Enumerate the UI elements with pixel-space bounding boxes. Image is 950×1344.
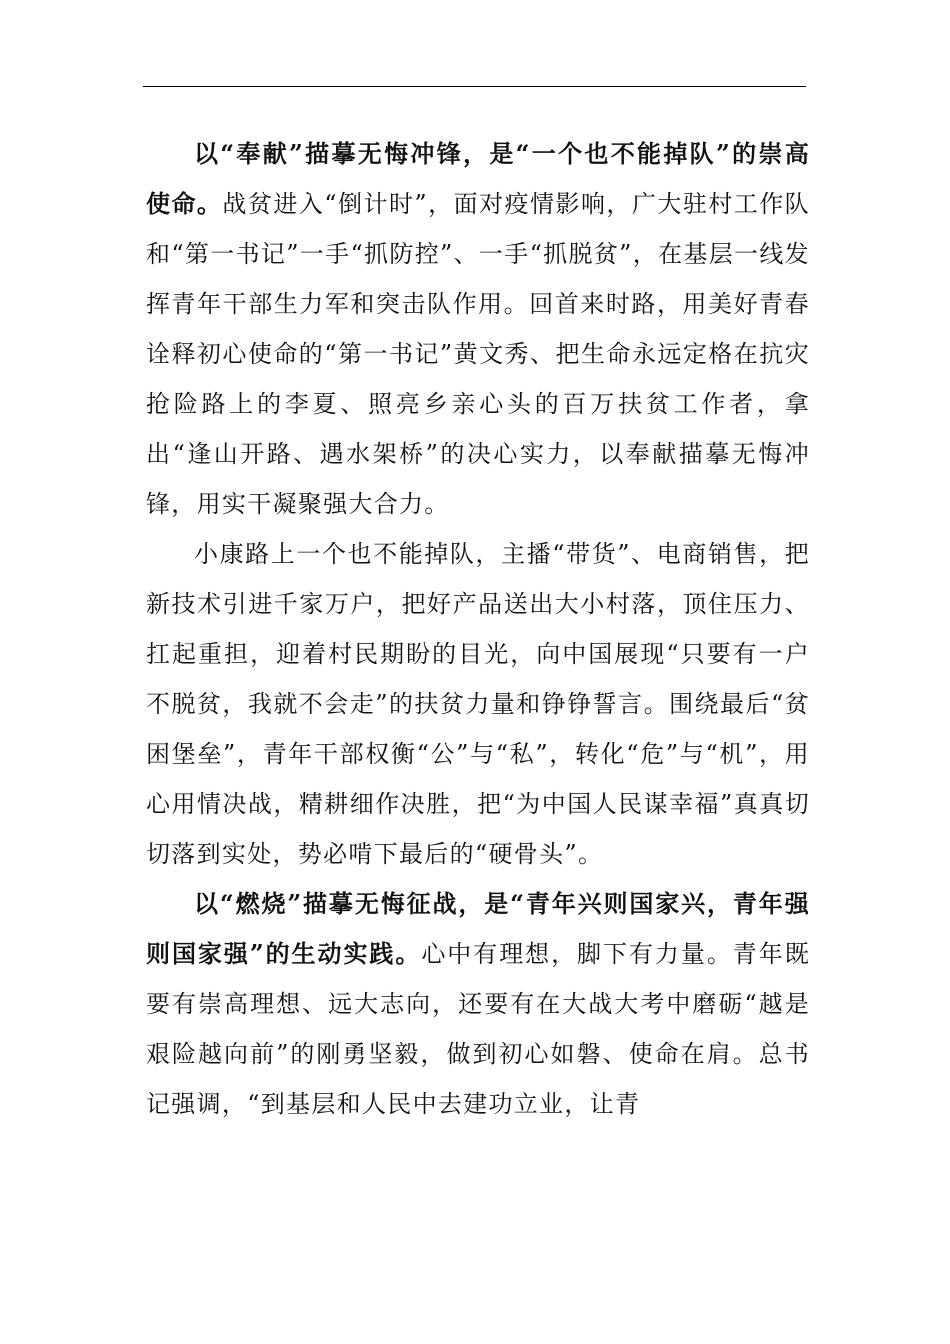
paragraph-2 (146, 529, 810, 879)
paragraph-2-body: 小康路上一个也不能掉队，主播“带货”、电商销售，把新技术引进千家万户，把好产品送出大小村落，顶住压力、扛起重担，迎着村民期盼的目光，向中国展现“只要有一户不脱贫，我就不会走”的扶贫力量和铮铮誓言。围绕最后“贫困堡垒”，青年干部权衡“公”与“私”，转化“危”与“机”，用心用情决战，精耕细作决胜，把“为中国人民谋幸福”真真切切落到实处，势必啃下最后的“硬骨头”。 (146, 540, 810, 868)
paragraph-1-lead: 以“奉献”描摹无悔冲锋，是“一个也不能掉队”的崇高使命。 (146, 139, 810, 218)
paragraph-3-body: 心中有理想，脚下有力量。青年既要有崇高理想、远大志向，还要有在大战大考中磨砺“越是艰险越向前”的刚勇坚毅，做到初心如磐、使命在肩。总书记强调，“到基层和人民中去建功立业，让青 (146, 940, 811, 1118)
paragraph-1 (146, 129, 810, 529)
paragraph-3 (146, 879, 810, 1129)
paragraph-1-body: 战贫进入“倒计时”，面对疫情影响，广大驻村工作队和“第一书记”一手“抓防控”、一手“抓脱贫”，在基层一线发挥青年干部生力军和突击队作用。回首来时路，用美好青春诠释初心使命的“第一书记”黄文秀、把生命永远定格在抗灾抢险路上的李夏、照亮乡亲心头的百万扶贫工作者，拿出“逢山开路、遇水架桥”的决心实力，以奉献描摹无悔冲锋，用实干凝聚强大合力。 (146, 190, 810, 518)
document-body (146, 129, 810, 1129)
paragraph-3-lead: 以“燃烧”描摹无悔征战，是“青年兴则国家兴，青年强则国家强”的生动实践。 (146, 889, 810, 968)
header-rule (143, 86, 806, 87)
